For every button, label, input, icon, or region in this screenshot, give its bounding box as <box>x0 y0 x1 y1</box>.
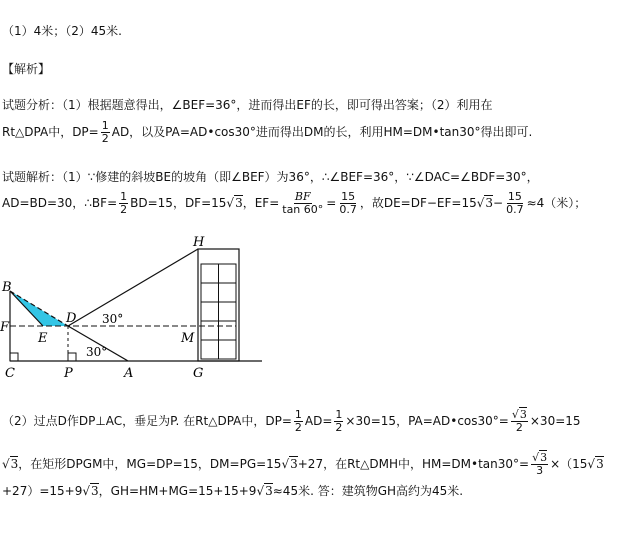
solution-text-f: − <box>493 196 504 210</box>
fraction-numerator: 15 <box>341 190 356 203</box>
solution-line-2 <box>2 191 586 216</box>
solution-line-1: 试题解析：（1）∵修建的斜坡BE的坡角（即∠BEF）为36°，∴∠BEF=36°，∵∠DAC=∠BDF=30°， <box>2 170 539 184</box>
fraction-denominator: 2 <box>120 203 128 216</box>
sqrt-three: √3 <box>281 457 298 471</box>
sqrt-radicand: 3 <box>235 196 243 210</box>
label-h: H <box>193 236 205 250</box>
sqrt-radicand: 3 <box>91 484 99 498</box>
solution-text-b: BD=15，DF=15 <box>130 196 227 210</box>
label-d: D <box>66 311 77 326</box>
fraction-sqrt3-over-2 <box>511 409 528 434</box>
analysis-line-2 <box>2 120 532 145</box>
part2-text-g: ×（15 <box>550 457 588 471</box>
label-m: M <box>181 331 195 346</box>
sqrt-three: √3 <box>2 457 19 471</box>
fraction-half <box>101 120 110 145</box>
fraction-half <box>294 409 303 434</box>
sqrt-radicand: 3 <box>290 457 298 471</box>
solution-text-a: AD=BD=30，∴BF= <box>2 196 118 210</box>
part2-line-2 <box>2 452 604 477</box>
sqrt-three: √3 <box>226 196 243 210</box>
fraction-denominator: 0.7 <box>506 203 524 216</box>
fraction-numerator: 15 <box>507 190 522 203</box>
sqrt-three: √3 <box>587 457 604 471</box>
right-angle-c <box>10 353 18 361</box>
analysis-text-b: AD，以及PA=AD•cos30°进而得出DM的长，利用HM=DM•tan30°得出即可. <box>111 125 533 139</box>
fraction-15-over-07 <box>505 191 525 216</box>
label-f: F <box>0 320 10 335</box>
fraction-numerator: 1 <box>335 408 343 421</box>
fraction-denominator: 2 <box>101 132 109 145</box>
sqrt-radicand: 3 <box>10 457 19 471</box>
sqrt-three: √3 <box>82 484 99 498</box>
sqrt-radicand: 3 <box>485 196 494 210</box>
part2-text-c: ×30=15，PA=AD•cos30°= <box>345 414 509 428</box>
fraction-denominator: 0.7 <box>339 203 357 216</box>
part2-line-1 <box>2 409 581 434</box>
part2-text-h: +27）=15+9 <box>2 484 83 498</box>
part2-text-e: ，在矩形DPGM中，MG=DP=15，DM=PG=15 <box>18 457 282 471</box>
sqrt-radicand: 3 <box>265 484 273 498</box>
fraction-15-over-07 <box>338 191 358 216</box>
solution-text-c: ，EF= <box>242 196 280 210</box>
sqrt-three: √3 <box>476 196 494 210</box>
part2-text-a: （2）过点D作DP⊥AC，垂足为P. 在Rt△DPA中，DP= <box>2 414 292 428</box>
part2-text-d: ×30=15 <box>529 414 581 428</box>
part2-text-j: ≈45米. 答：建筑物GH高约为45米. <box>272 484 464 498</box>
sqrt-three: √3 <box>256 484 273 498</box>
fraction-numerator: 1 <box>294 408 302 421</box>
fraction-denominator: 2 <box>294 421 302 434</box>
angle-label-bottom: 30° <box>86 345 108 359</box>
fraction-denominator: tan 60° <box>282 203 324 216</box>
label-e: E <box>38 331 48 346</box>
answer-line: （1）4米；（2）45米. <box>2 24 122 38</box>
analysis-line-1: 试题分析：（1）根据题意得出，∠BEF=36°，进而得出EF的长，即可得出答案；（2）利用在 <box>2 98 493 112</box>
fraction-denominator: 2 <box>335 421 343 434</box>
label-a: A <box>124 366 134 381</box>
part2-text-b: AD= <box>304 414 333 428</box>
fraction-sqrt3-over-3 <box>531 452 548 477</box>
part2-text-f: +27，在Rt△DMH中，HM=DM•tan30°= <box>297 457 530 471</box>
label-p: P <box>64 366 73 381</box>
label-c: C <box>5 366 15 381</box>
fraction-numerator: 1 <box>120 190 128 203</box>
solution-text-e: ，故DE=DF−EF=15 <box>359 196 477 210</box>
fraction-numerator: BF <box>294 190 311 203</box>
sqrt-radicand: 3 <box>540 451 548 464</box>
solution-text-d: = <box>326 196 337 210</box>
label-b: B <box>2 280 12 295</box>
sqrt-radicand: 3 <box>596 457 604 471</box>
analysis-text-a: Rt△DPA中，DP= <box>2 125 99 139</box>
part2-line-3 <box>2 484 463 498</box>
fraction-half <box>119 191 128 216</box>
sqrt-three: √3 <box>532 451 548 464</box>
geometry-figure <box>0 236 270 381</box>
solution-text-g: ≈4（米）； <box>526 196 587 210</box>
fraction-denominator: 2 <box>515 421 523 434</box>
fraction-numerator: 1 <box>101 119 109 132</box>
sqrt-three: √3 <box>511 408 527 421</box>
fraction-half <box>334 409 343 434</box>
fraction-bf-over-tan <box>281 191 324 216</box>
segment-dh <box>68 249 198 326</box>
part2-text-i: ，GH=HM+MG=15+15+9 <box>98 484 257 498</box>
label-g: G <box>193 366 204 381</box>
angle-label-top: 30° <box>102 312 124 326</box>
sqrt-radicand: 3 <box>519 408 527 421</box>
fraction-denominator: 3 <box>536 464 544 477</box>
right-angle-p <box>68 353 76 361</box>
section-heading: 【解析】 <box>2 62 51 76</box>
